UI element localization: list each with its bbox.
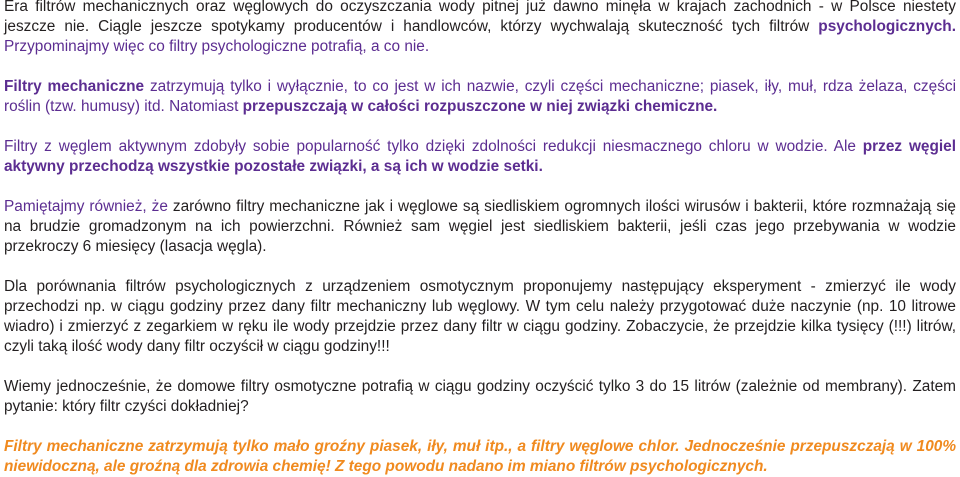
- question-paragraph: [4, 377, 956, 417]
- mechanical-filters-term: Filtry mechaniczne: [4, 78, 145, 95]
- intro-reminder-text: Przypominajmy więc co filtry psychologiczne potrafią, a co nie.: [4, 38, 430, 55]
- summary-paragraph: [4, 437, 956, 477]
- bacteria-paragraph: [4, 197, 956, 257]
- carbon-filters-text: Filtry z węglem aktywnym zdobyły sobie popularność tylko dzięki zdolności redukcji niesmacznego chloru w wodzie. Ale: [4, 138, 863, 155]
- experiment-paragraph: [4, 277, 956, 357]
- psychological-term: psychologicznych.: [818, 18, 956, 35]
- bacteria-text: zarówno filtry mechaniczne jak i węglowe są siedliskiem ogromnych ilości wirusów i bakterii, które rozmnażają się na brudzie gromadzonym na ich powierzchni. Również sam węgiel jest siedliskiem bakterii, jeśli czas jego przebywania w wodzie przekroczy 6 miesięcy (lasacja węgla).: [4, 198, 956, 255]
- mechanical-filters-text: zatrzymują tylko i wyłącznie, to co jest w ich nazwie, czyli części mechaniczne; piasek, iły, muł, rdza żelaza, części roślin (tzw. humusy) itd. Natomiast: [4, 78, 957, 115]
- mechanical-filters-paragraph: [4, 77, 956, 117]
- experiment-text: Dla porównania filtrów psychologicznych z urządzeniem osmotycznym proponujemy następujący eksperyment - zmierzyć ile wody przechodzi np. w ciągu godziny przez dany filtr mechaniczny lub węglowy. W tym celu należy przygotować duże naczynie (np. 10 litrowe wiadro) i zmierzyć z zegarkiem w ręku ile wody przejdzie przez dany filtr w ciągu godziny. Zobaczycie, że przejdzie kilka tysięcy (!!!) litrów, czyli taką ilość wody dany filtr oczyścił w ciągu godziny!!!: [4, 278, 956, 355]
- summary-text: Filtry mechaniczne zatrzymują tylko mało groźny piasek, iły, muł itp., a filtry węglowe chlor. Jednocześnie przepuszczają w 100% niewidoczną, ale groźną dla zdrowia chemię! Z tego powodu nadano im miano filtrów psychologicznych.: [4, 438, 956, 475]
- intro-text: Era filtrów mechanicznych oraz węglowych do oczyszczania wody pitnej już dawno minęła w krajach zachodnich - w Polsce niestety jeszcze nie. Ciągle jeszcze spotykamy producentów i handlowców, którzy wychwalają skuteczność tych filtrów: [4, 0, 956, 35]
- bacteria-lead: Pamiętajmy również, że: [4, 198, 168, 215]
- intro-paragraph: [4, 0, 956, 57]
- carbon-filters-conclusion: przez węgiel aktywny przechodzą wszystkie pozostałe związki, a są ich w wodzie setki.: [4, 138, 956, 175]
- mechanical-filters-conclusion: przepuszczają w całości rozpuszczone w niej związki chemiczne.: [242, 98, 718, 115]
- carbon-filters-paragraph: [4, 137, 956, 177]
- question-text: Wiemy jednocześnie, że domowe filtry osmotyczne potrafią w ciągu godziny oczyścić tylko 3 do 15 litrów (zależnie od membrany). Zatem pytanie: który filtr czyści dokładniej?: [4, 378, 956, 415]
